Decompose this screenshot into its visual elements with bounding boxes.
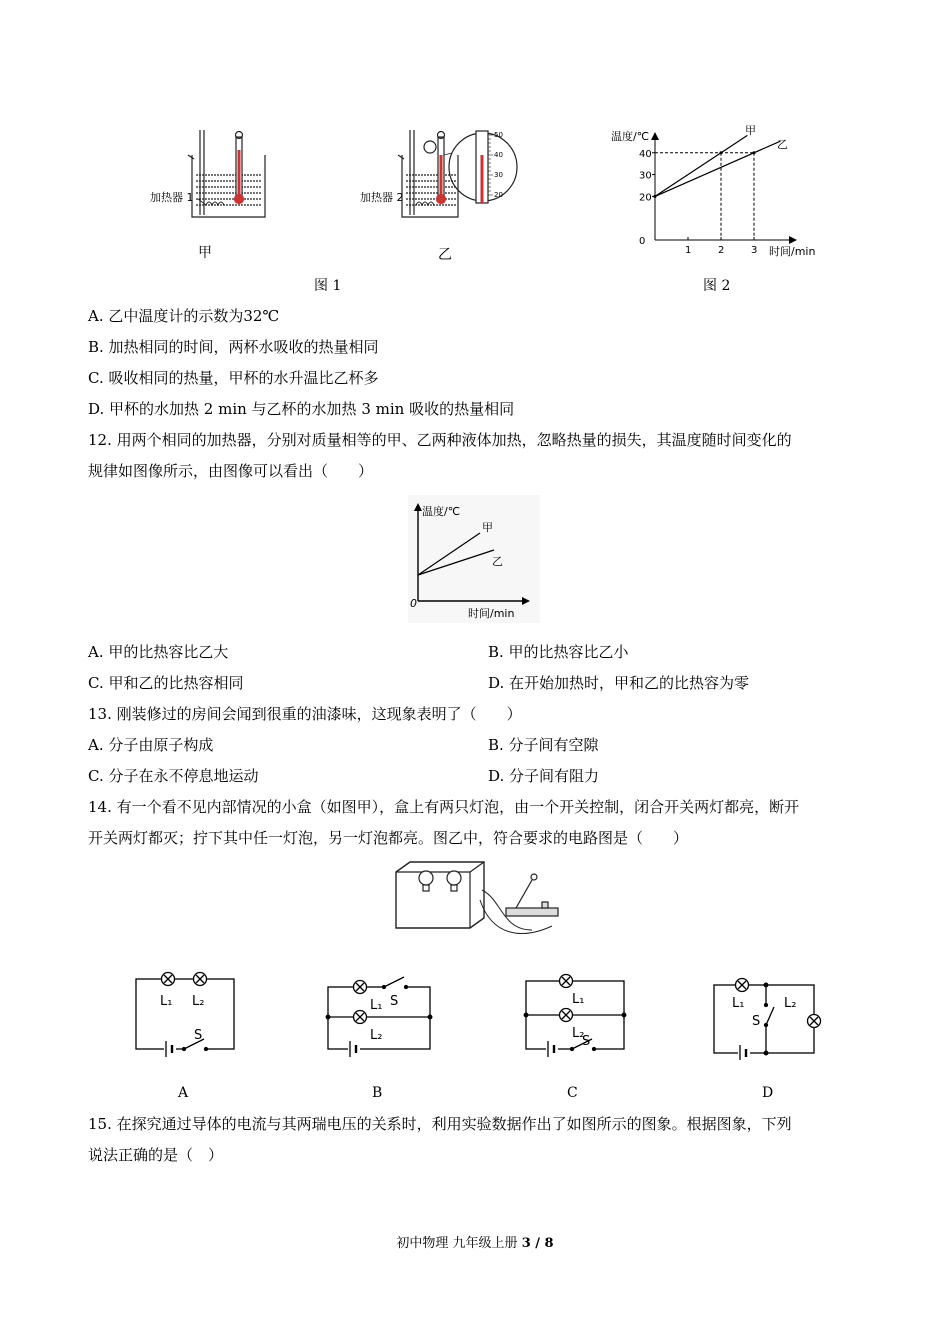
- q12-graph-origin: 0: [410, 597, 417, 610]
- q11-option-d: D. 甲杯的水加热 2 min 与乙杯的水加热 3 min 吸收的热量相同: [88, 400, 515, 418]
- data-point: [753, 151, 756, 154]
- heater-1-label: 加热器 1: [150, 191, 194, 204]
- q13-option-b: B. 分子间有空隙: [488, 736, 599, 754]
- circuit-d-l1: L₁: [732, 996, 745, 1011]
- q15-stem-line-1: 15. 在探究通过导体的电流与其两瑞电压的关系时，利用实验数据作出了如图所示的图象。根据图象，下列: [88, 1115, 792, 1133]
- fig2-series-jia-label: 甲: [745, 124, 756, 137]
- x-tick-label: 2: [718, 245, 725, 256]
- fig1-label-yi: 乙: [438, 247, 452, 263]
- circuit-d-l2: L₂: [784, 996, 797, 1011]
- q12-option-b: B. 甲的比热容比乙小: [488, 643, 629, 661]
- scale-20: 20: [494, 191, 503, 199]
- circuit-b-s: S: [390, 994, 399, 1009]
- q14-option-d-label: D: [762, 1085, 774, 1101]
- scale-50: 50: [494, 131, 503, 139]
- y-tick-label: 40: [639, 148, 652, 160]
- circuit-c-l2: L₂: [572, 1026, 585, 1041]
- y-tick-label: 30: [639, 170, 652, 182]
- q14-circuits: [120, 965, 840, 1060]
- q11-option-a: A. 乙中温度计的示数为32℃: [88, 307, 280, 325]
- q15-stem-line-2: 说法正确的是（ ）: [88, 1146, 224, 1164]
- circuit-b-l1: L₁: [370, 998, 383, 1013]
- scale-40: 40: [494, 151, 503, 159]
- q14-box-illustration: [392, 860, 564, 940]
- y-tick-label: 0: [639, 236, 646, 247]
- footer-text: 初中物理 九年级上册: [396, 1236, 522, 1251]
- x-tick-label: 1: [685, 245, 692, 256]
- thermometer-scale-ticks: [488, 135, 493, 195]
- switch-icon: [766, 1007, 774, 1025]
- knife-switch-icon: [506, 874, 558, 916]
- circuit-c-l1: L₁: [572, 992, 585, 1007]
- page-footer: [0, 1232, 950, 1251]
- q12-graph-jia: 甲: [482, 521, 493, 534]
- circuit-c-s: S: [582, 1034, 591, 1049]
- beaker-jia: [188, 130, 265, 217]
- circuit-a: [136, 979, 234, 1049]
- q13-option-a: A. 分子由原子构成: [88, 736, 214, 754]
- q12-stem-line-2: 规律如图像所示，由图像可以看出（ ）: [88, 462, 374, 480]
- fig2-series-yi-label: 乙: [777, 138, 788, 151]
- x-tick-label: 3: [751, 245, 758, 256]
- series-line-yi: [655, 141, 780, 196]
- q13-option-c: C. 分子在永不停息地运动: [88, 767, 259, 785]
- q13-stem: 13. 刚装修过的房间会闻到很重的油漆味，这现象表明了（ ）: [88, 705, 522, 723]
- series-line-jia: [655, 135, 747, 196]
- q14-option-c-label: C: [567, 1085, 578, 1101]
- circuit-b-l2: L₂: [370, 1028, 383, 1043]
- circuit-d-s: S: [752, 1014, 761, 1029]
- figure-2-chart: [605, 120, 825, 265]
- q14-stem-line-1: 14. 有一个看不见内部情况的小盒（如图甲），盒上有两只灯泡，由一个开关控制，闭合开关两灯都亮，断开: [88, 798, 800, 816]
- q12-graph-xlabel: 时间/min: [468, 607, 515, 620]
- q12-graph-yi: 乙: [492, 555, 503, 568]
- figure-1-caption: 图 1: [314, 278, 342, 294]
- q12-option-c: C. 甲和乙的比热容相同: [88, 674, 244, 692]
- q12-stem-line-1: 12. 用两个相同的加热器，分别对质量相等的甲、乙两种液体加热，忽略热量的损失，其温度随时间变化的: [88, 431, 792, 449]
- fig2-xlabel: 时间/min: [769, 245, 816, 258]
- q14-stem-line-2: 开关两灯都灭；拧下其中任一灯泡，另一灯泡都亮。图乙中，符合要求的电路图是（ ）: [88, 829, 689, 847]
- data-point: [654, 195, 657, 198]
- q12-graph: [408, 495, 540, 623]
- heater-2-label: 加热器 2: [360, 191, 404, 204]
- q12-option-a: A. 甲的比热容比乙大: [88, 643, 229, 661]
- q14-option-b-label: B: [372, 1085, 383, 1101]
- circuit-d: [714, 985, 814, 1053]
- figure-1: [140, 125, 540, 270]
- page-number: 3 / 8: [521, 1236, 554, 1251]
- circuit-a-l1: L₁: [160, 994, 173, 1009]
- data-point: [720, 151, 723, 154]
- fig1-label-jia: 甲: [198, 245, 212, 261]
- scale-30: 30: [494, 171, 503, 179]
- q12-option-d: D. 在开始加热时，甲和乙的比热容为零: [488, 674, 750, 692]
- q11-option-c: C. 吸收相同的热量，甲杯的水升温比乙杯多: [88, 369, 379, 387]
- y-tick-label: 20: [639, 192, 652, 204]
- circuit-a-s: S: [194, 1028, 203, 1043]
- q14-option-a-label: A: [178, 1085, 189, 1101]
- circuit-a-l2: L₂: [192, 994, 205, 1009]
- q11-option-b: B. 加热相同的时间，两杯水吸收的热量相同: [88, 338, 379, 356]
- figure-2-caption: 图 2: [703, 278, 731, 294]
- q13-option-d: D. 分子间有阻力: [488, 767, 600, 785]
- fig2-ylabel: 温度/℃: [611, 130, 650, 143]
- q12-graph-ylabel: 温度/℃: [422, 505, 461, 518]
